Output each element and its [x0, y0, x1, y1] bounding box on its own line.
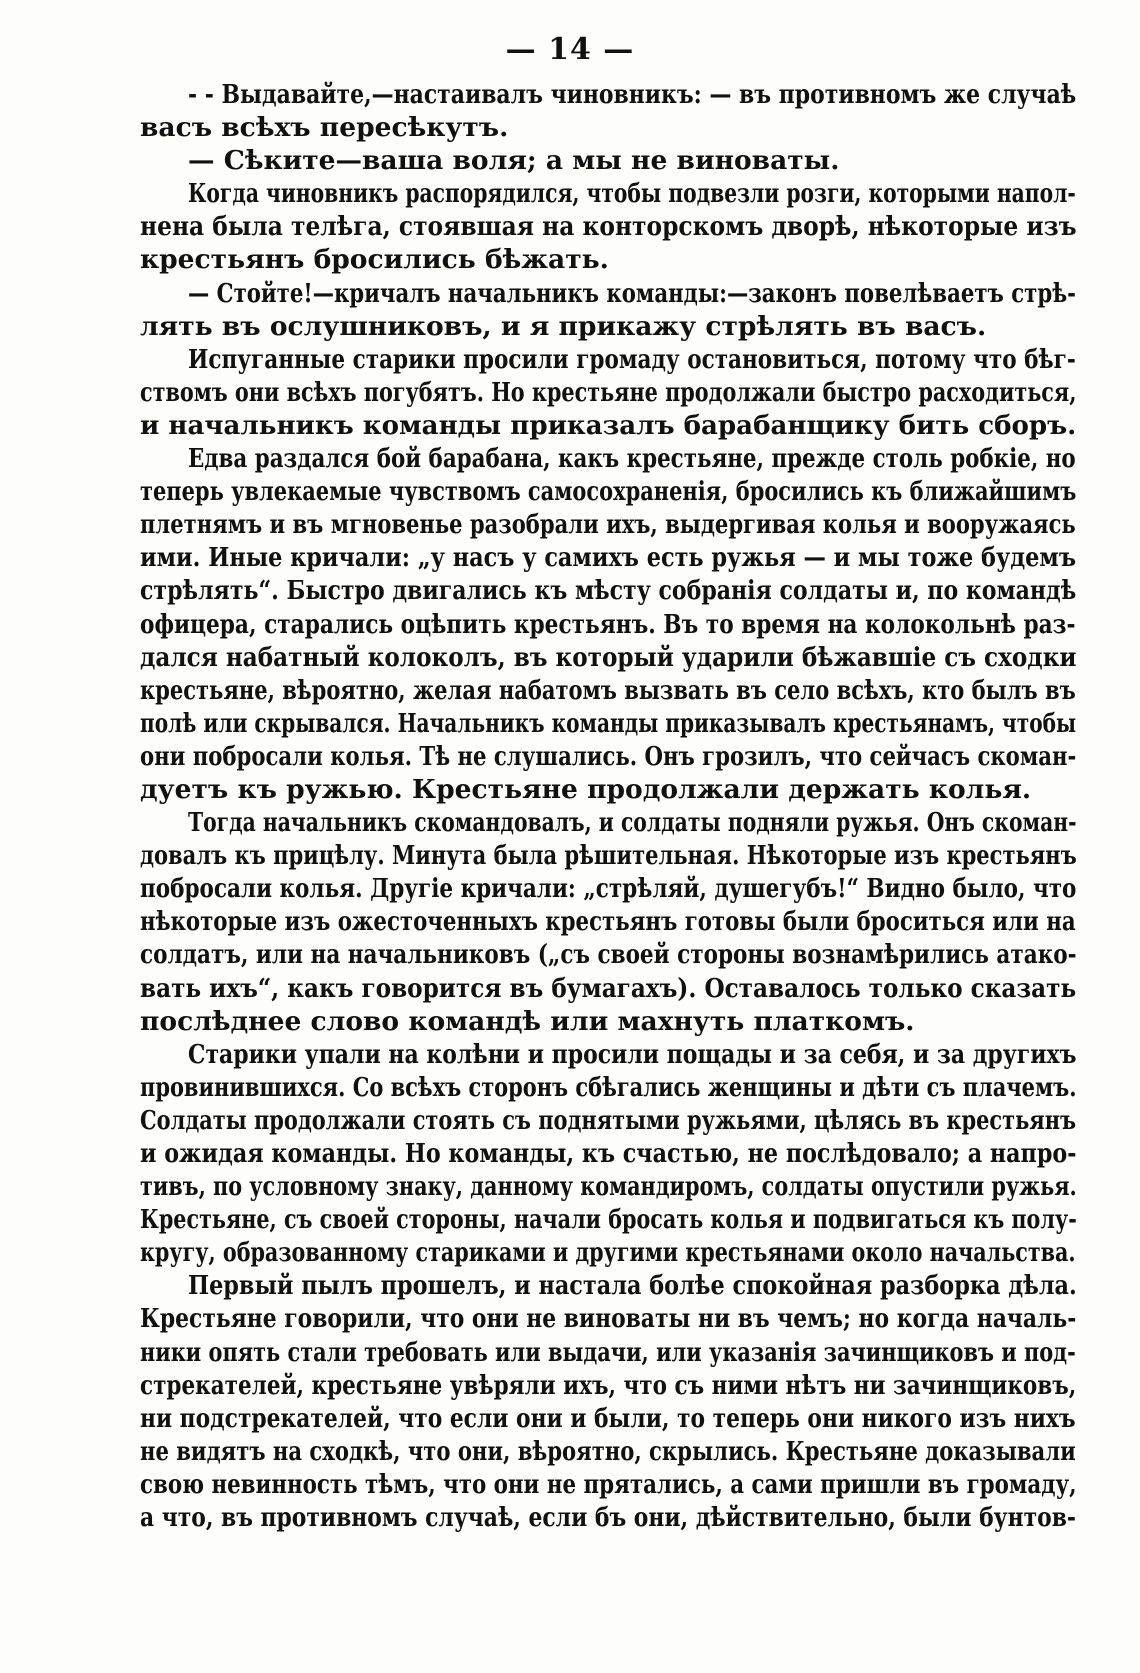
text-line: офицера, старались оцѣпить крестьянъ. Въ то время на колокольнѣ раз-: [140, 608, 1076, 640]
paragraph: [140, 277, 1076, 343]
paragraph: [140, 177, 1077, 276]
text-line: Солдаты продолжали стоять съ поднятыми ружьями, цѣлясь въ крестьянъ: [140, 1104, 1077, 1136]
text-line: Крестьяне говорили, что они не виноваты ни въ чемъ; но когда началь-: [140, 1303, 1077, 1335]
text-line: довалъ къ прицѣлу. Минута была рѣшительная. Нѣкоторые изъ крестьянъ: [140, 840, 1077, 872]
text-line: ники опять стали требовать или выдачи, или указанія зачинщиковъ и под-: [140, 1336, 1076, 1368]
text-line: ими. Иные кричали: „у насъ у самихъ есть ружья — и мы тоже будемъ: [140, 542, 1076, 574]
text-line: провинившихся. Со всѣхъ сторонъ сбѣгались женщины и дѣти съ плачемъ.: [140, 1071, 1077, 1103]
text-line: ни подстрекателей, что если они и были, то теперь они никого изъ нихъ: [140, 1402, 1076, 1434]
page-number: — 14 —: [505, 32, 635, 67]
text-line: и начальникъ команды приказалъ барабанщику бить сборъ.: [140, 409, 1077, 441]
text-line: вать ихъ“, какъ говорится въ бумагахъ). Оставалось только сказать: [140, 972, 1077, 1004]
text-line: и ожидая команды. Но команды, къ счастью, не послѣдовало; а напро-: [140, 1138, 1077, 1169]
text-line: а что, въ противномъ случаѣ, если бъ они, дѣйствительно, были бунтов-: [140, 1502, 1076, 1534]
text-line: Первый пылъ прошелъ, и настала болѣе спокойная разборка дѣла.: [188, 1270, 1077, 1302]
text-line: тивъ, по условному знаку, данному командиромъ, солдаты опустили ружья.: [140, 1171, 1077, 1203]
text-line: дался набатный колоколъ, въ который ударили бѣжавшіе съ сходки: [140, 641, 1077, 673]
text-line: Тогда начальникъ скомандовалъ, и солдаты подняли ружья. Онъ скоман-: [188, 807, 1077, 839]
text-line: плетнямъ и въ мгновенье разобрали ихъ, выдергивая колья и вооружаясь: [140, 509, 1076, 541]
text-line: свою невинность тѣмъ, что они не прятались, а сами пришли въ громаду,: [140, 1468, 1077, 1500]
text-line: Крестьяне, съ своей стороны, начали бросать колья и подвигаться къ полу-: [140, 1204, 1077, 1236]
text-line: побросали колья. Другіе кричали: „стрѣляй, душегубъ!“ Видно было, что: [140, 873, 1077, 905]
text-line: крестьяне, вѣроятно, желая набатомъ вызвать въ село всѣхъ, кто былъ въ: [140, 674, 1076, 706]
paragraph: [140, 442, 1077, 806]
text-line: - - Выдавайте,—настаивалъ чиновникъ: — въ противномъ же случаѣ: [188, 79, 1077, 110]
text-line: стрекателей, крестьяне увѣряли ихъ, что съ ними нѣтъ ни зачинщиковъ,: [140, 1369, 1077, 1401]
text-line: ствомъ они всѣхъ погубятъ. Но крестьяне продолжали быстро расходиться,: [140, 376, 1077, 408]
paragraph: [140, 343, 1077, 442]
paragraph: [140, 806, 1077, 1038]
text-line: крестьянъ бросились бѣжать.: [140, 244, 609, 276]
text-line: не видятъ на сходкѣ, что они, вѣроятно, скрылись. Крестьяне доказывали: [140, 1435, 1076, 1467]
text-line: полѣ или скрывался. Начальникъ команды приказывалъ крестьянамъ, чтобы: [140, 707, 1077, 739]
text-line: Старики упали на колѣни и просили пощады и за себя, и за другихъ: [188, 1038, 1077, 1070]
text-line: солдатъ, или на начальниковъ („съ своей стороны вознамѣрились атако-: [140, 939, 1077, 971]
text-line: васъ всѣхъ пересѣкутъ.: [140, 112, 509, 144]
text-line: теперь увлекаемые чувствомъ самосохраненія, бросились къ ближайшимъ: [140, 476, 1077, 508]
text-line: они побросали колья. Тѣ не слушались. Онъ грозилъ, что сейчасъ скоман-: [140, 740, 1077, 772]
text-line: послѣднее слово командѣ или махнуть платкомъ.: [140, 1005, 915, 1037]
text-body: [140, 78, 1077, 1534]
text-line: нѣкоторые изъ ожесточенныхъ крестьянъ готовы были броситься или на: [140, 906, 1076, 938]
text-line: нена была телѣга, стоявшая на конторскомъ дворѣ, нѣкоторые изъ: [140, 211, 1077, 243]
text-line: кругу, образованному стариками и другими крестьянами около начальства.: [140, 1237, 1076, 1269]
text-line: лять въ ослушниковъ, и я прикажу стрѣлять въ васъ.: [140, 310, 987, 342]
text-line: Испуганные старики просили громаду остановиться, потому что бѣг-: [188, 343, 1076, 375]
text-line: Когда чиновникъ распорядился, чтобы подвезли розги, которыми напол-: [188, 178, 1076, 210]
text-line: дуетъ къ ружью. Крестьяне продолжали держать колья.: [140, 773, 1032, 805]
paragraph: [140, 1038, 1077, 1270]
text-line: — Стойте!—кричалъ начальникъ команды:—законъ повелѣваетъ стрѣ-: [188, 277, 1076, 309]
paragraph: [140, 1269, 1077, 1534]
paragraph: [188, 144, 1076, 177]
text-line: стрѣлять“. Быстро двигались къ мѣсту собранія солдаты и, по командѣ: [140, 575, 1077, 607]
paragraph: [140, 78, 1077, 144]
text-line: Едва раздался бой барабана, какъ крестьяне, прежде столь робкіе, но: [188, 443, 1076, 475]
text-line: — Сѣките—ваша воля; а мы не виноваты.: [188, 145, 840, 177]
